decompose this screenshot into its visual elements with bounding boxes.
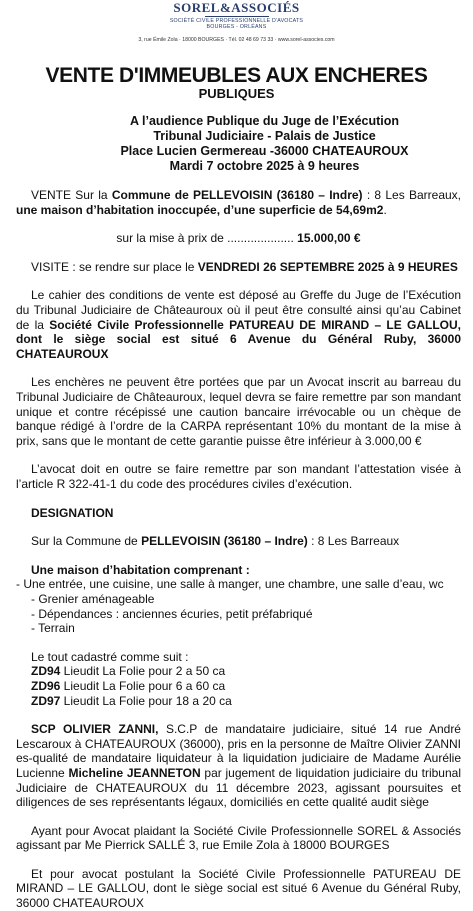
visite-date: VENDREDI 26 SEPTEMBRE 2025 à 9 HEURES — [197, 259, 458, 274]
audience-line: A l’audience Publique du Juge de l’Exécution — [129, 114, 400, 129]
vente-commune: Commune de PELLEVOISIN (36180 – Indre) — [111, 188, 363, 203]
firm-logo-name: SOREL&ASSOCIÉS — [173, 0, 300, 15]
parcel-row — [31, 664, 461, 679]
designation-heading-text: DESIGNATION — [31, 505, 114, 520]
cahier-scp: Société Civile Professionnelle PATUREAU DE MIRAND – LE GALLOU, dont le siège social est situé 6 Avenue du Général Ruby, 36000 CHATEAUROUX — [16, 317, 461, 361]
mise-a-prix-amount: 15.000,00 € — [297, 231, 361, 246]
firm-logo-line2: BOURGES - ORLÉANS — [206, 24, 267, 31]
notice-subtitle: PUBLIQUES — [198, 86, 275, 102]
firm-logo-line1: SOCIÉTÉ CIVILE PROFESSIONNELLE D'AVOCATS — [169, 18, 304, 24]
cadastre-block — [16, 650, 461, 708]
parcel-desc: Lieudit La Folie pour 18 a 20 ca — [60, 693, 232, 708]
list-item: - Grenier aménageable — [31, 591, 155, 606]
mise-a-prix — [16, 231, 461, 246]
audience-block — [0, 114, 473, 174]
audience-line: Tribunal Judiciaire - Palais de Justice — [153, 129, 376, 144]
debtor-name: Micheline JEANNETON — [68, 765, 201, 780]
visite-text: VISITE : se rendre sur place le — [31, 259, 198, 274]
postulant-paragraph: Et pour avocat postulant la Société Civile Professionnelle PATUREAU DE MIRAND – LE GALLOU, dont le siège social est situé 6 Avenue du Général Ruby, 36000 CHATEAUROUX — [16, 866, 461, 911]
cadastre-heading: Le tout cadastré comme suit : — [31, 649, 189, 664]
list-item: - Une entrée, une cuisine, une salle à manger, une chambre, une salle d’eau, wc — [16, 577, 444, 592]
audience-date: Mardi 7 octobre 2025 à 9 heures — [169, 159, 360, 174]
list-item: - Terrain — [31, 621, 75, 636]
scp-paragraph — [16, 722, 461, 810]
notice-title: VENTE D'IMMEUBLES AUX ENCHERES — [45, 64, 428, 88]
scp-text: S.C.P de mandataire judiciaire, situé 14 rue André Lescaroux à CHATEAUROUX (36000), pris en la personne de Maître Olivier ZANNI es-qualité de mandataire liquidateur à la liquidation judiciaire de Madame Aurélie Lucienne — [16, 722, 461, 780]
parcel-row — [31, 694, 461, 709]
vente-text: . — [383, 202, 387, 217]
firm-address: 3, rue Émile Zola · 18000 BOURGES · Tél. 02 48 69 73 33 · www.sorel-associes.com — [138, 36, 335, 43]
plaidant-paragraph: Ayant pour Avocat plaidant la Société Civile Professionnelle SOREL & Associés agissant par Me Pierrick SALLÉ 3, rue Emile Zola à 18000 BOURGES — [16, 823, 461, 853]
parcel-ref: ZD97 — [31, 693, 61, 708]
scp-text: par jugement de liquidation judiciaire du tribunal Judiciaire de CHATEAUROUX du 11 décembre 2023, agissant poursuites et diligences de ses représentants légaux, domiciliés en cette qualité audit siège — [16, 765, 461, 810]
designation-commune-name: PELLEVOISIN (36180 – Indre) — [141, 534, 308, 549]
vente-paragraph — [16, 188, 461, 217]
logo-rule — [205, 16, 269, 17]
audience-line: Place Lucien Germereau -36000 CHATEAUROUX — [120, 144, 409, 159]
vente-property: une maison d’habitation inoccupée, d’une superficie de 54,69m2 — [16, 202, 384, 217]
list-item: - Dépendances : anciennes écuries, petit préfabriqué — [31, 606, 313, 621]
parcel-ref: ZD94 — [31, 664, 61, 679]
cahier-text: Le cahier des conditions de vente est déposé au Greffe du Juge de l’Exécution du Tribunal Judiciaire de Châteauroux où il peut être consulté ainsi qu’au Cabinet de la — [16, 288, 461, 332]
designation-heading — [16, 506, 461, 521]
designation-text: Sur la Commune de — [31, 534, 142, 549]
vente-text: : 8 Les Barreaux, — [362, 188, 462, 203]
parcel-desc: Lieudit La Folie pour 2 a 50 ca — [60, 664, 226, 679]
vente-text: VENTE Sur la — [31, 188, 112, 203]
cahier-paragraph — [16, 288, 461, 361]
visite-paragraph — [16, 260, 461, 275]
scp-name: SCP OLIVIER ZANNI, — [31, 722, 159, 737]
letterhead — [0, 0, 473, 43]
designation-commune — [16, 534, 461, 549]
mise-a-prix-label: sur la mise à prix de .................... — [116, 231, 298, 246]
parcel-desc: Lieudit La Folie pour 6 a 60 ca — [60, 678, 226, 693]
maison-heading-text: Une maison d’habitation comprenant : — [31, 562, 250, 577]
encheres-paragraph: Les enchères ne peuvent être portées que par un Avocat inscrit au barreau du Tribunal Judiciaire de Châteauroux, lequel devra se faire remettre par son mandant unique et contre récépissé une caution bancaire irrévocable ou un chèque de banque rédigé à l’ordre de la CARPA représentant 10% du montant de la mise à prix, sans que le montant de cette garantie puisse être inférieur à 3.000,00 € — [16, 375, 461, 448]
parcel-row — [31, 679, 461, 694]
avocat-paragraph: L’avocat doit en outre se faire remettre par son mandant l’attestation visée à l’article R 322-41-1 du code des procédures civiles d’exécution. — [16, 462, 461, 491]
notice-body — [0, 188, 473, 911]
parcel-ref: ZD96 — [31, 678, 61, 693]
maison-block — [16, 563, 461, 636]
maison-heading — [16, 563, 461, 578]
designation-text: : 8 Les Barreaux — [307, 534, 400, 549]
